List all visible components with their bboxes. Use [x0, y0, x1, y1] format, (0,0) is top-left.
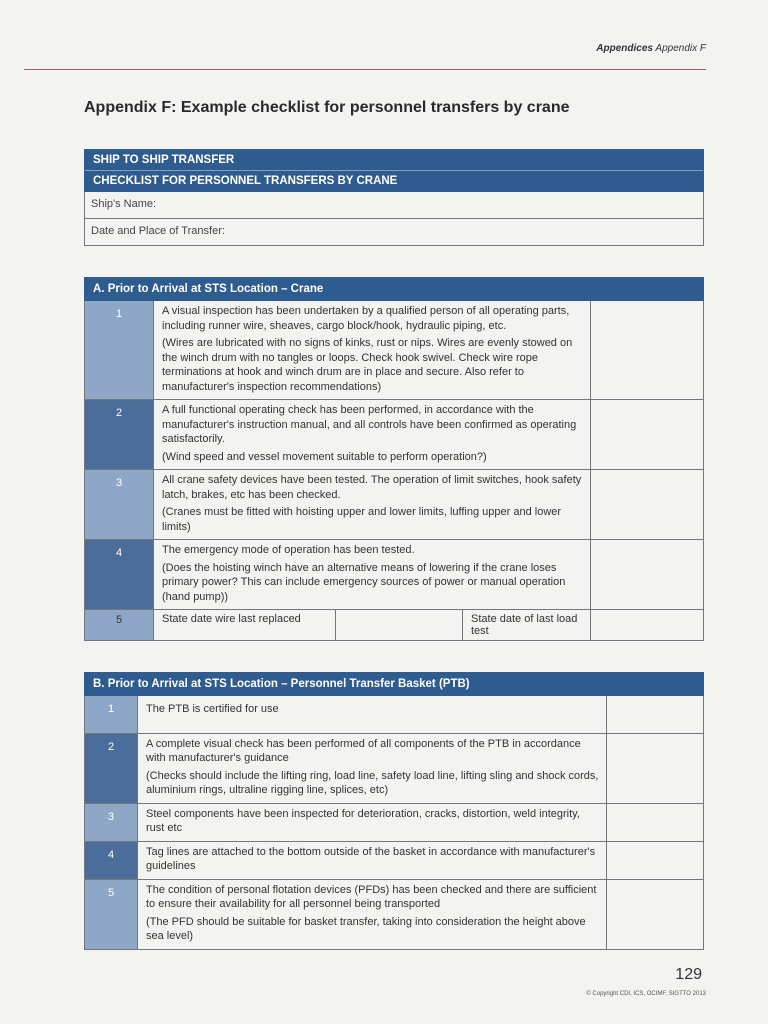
section-a-row — [85, 540, 704, 610]
item-text-cell — [154, 400, 591, 470]
wire-replaced-label: State date wire last replaced — [154, 610, 336, 641]
section-b-title: B. Prior to Arrival at STS Location – Personnel Transfer Basket (PTB) — [85, 673, 704, 696]
page-number: 129 — [675, 966, 702, 983]
item-text: Tag lines are attached to the bottom outside of the basket in accordance with manufacturer's guidelines — [146, 845, 596, 872]
item-text: The condition of personal flotation devices (PFDs) has been checked and there are sufficient to ensure their availability for all personnel being transported — [146, 883, 597, 910]
item-text: The emergency mode of operation has been tested. — [162, 544, 415, 556]
item-number: 3 — [85, 803, 138, 841]
check-cell[interactable] — [607, 879, 704, 949]
item-note: (Cranes must be fitted with hoisting upper and lower limits, luffing upper and lower limits) — [162, 506, 562, 533]
item-text-cell — [154, 301, 591, 400]
check-cell[interactable] — [591, 301, 704, 400]
section-a-row — [85, 610, 704, 641]
item-note: (Wind speed and vessel movement suitable to perform operation?) — [162, 450, 487, 463]
item-text: All crane safety devices have been tested. The operation of limit switches, hook safety latch, brakes, etc has been checked. — [162, 474, 582, 501]
wire-replaced-date-field[interactable] — [336, 610, 463, 641]
item-text: A complete visual check has been performed of all components of the PTB in accordance with manufacturer's guidance — [146, 737, 581, 764]
item-note: (Checks should include the lifting ring, load line, safety load line, lifting sling and shock cords, aluminium rings, ultraline rigging line, splices, etc) — [146, 769, 599, 796]
section-b-row — [85, 733, 704, 803]
check-cell[interactable] — [607, 733, 704, 803]
running-head — [596, 43, 706, 54]
item-text-cell — [154, 540, 591, 610]
section-a-table — [84, 277, 704, 641]
item-text: Steel components have been inspected for deterioration, cracks, distortion, weld integrity, rust etc — [146, 807, 580, 834]
check-cell[interactable] — [591, 470, 704, 540]
section-a-row — [85, 470, 704, 540]
check-cell[interactable] — [591, 400, 704, 470]
item-number: 5 — [85, 610, 154, 641]
ship-info-table — [84, 149, 704, 246]
item-note: (The PFD should be suitable for basket transfer, taking into consideration the height above sea level) — [146, 915, 586, 942]
check-cell[interactable] — [591, 540, 704, 610]
item-text-cell — [138, 733, 607, 803]
item-number: 4 — [85, 540, 154, 610]
item-text-cell — [138, 879, 607, 949]
load-test-date-field[interactable] — [591, 610, 704, 641]
item-text-cell — [138, 841, 607, 879]
section-b-row — [85, 841, 704, 879]
item-number: 1 — [85, 301, 154, 400]
item-number: 4 — [85, 841, 138, 879]
item-text: A visual inspection has been undertaken by a qualified person of all operating parts, including runner wire, sheaves, cargo block/hook, hydraulic piping, etc. — [162, 305, 570, 332]
section-a-row — [85, 301, 704, 400]
section-a-row — [85, 400, 704, 470]
item-text-cell — [138, 803, 607, 841]
item-number: 2 — [85, 400, 154, 470]
item-text-cell — [154, 470, 591, 540]
item-note: (Does the hoisting winch have an alternative means of lowering if the crane loses primary power? This can include emergency sources of power or manual operation (hand pump)) — [162, 561, 566, 603]
section-b-row — [85, 803, 704, 841]
header-line-1: SHIP TO SHIP TRANSFER — [85, 150, 703, 171]
copyright-notice: © Copyright CDI, ICS, OCIMF, SIGTTO 2013 — [586, 991, 706, 997]
ship-name-field[interactable]: Ship's Name: — [85, 192, 704, 219]
section-a-title: A. Prior to Arrival at STS Location – Crane — [85, 278, 704, 301]
running-head-section: Appendices — [596, 43, 653, 54]
item-note: (Wires are lubricated with no signs of kinks, rust or nips. Wires are evenly stowed on the winch drum with no tangles or loops. Check hook swivel. Check wire rope terminations at hook and winch drum are in place and secure. Also refer to manufacturer's inspection recommendations) — [162, 337, 573, 393]
header-line-2: CHECKLIST FOR PERSONNEL TRANSFERS BY CRANE — [93, 175, 398, 187]
date-place-field[interactable]: Date and Place of Transfer: — [85, 219, 704, 246]
check-cell[interactable] — [607, 696, 704, 734]
item-text: A full functional operating check has been performed, in accordance with the manufacturer's instruction manual, and all controls have been confirmed as operating satisfactorily. — [162, 404, 577, 445]
section-b-row — [85, 696, 704, 734]
item-number: 1 — [85, 696, 138, 734]
ship-info-header — [85, 150, 704, 192]
item-number: 3 — [85, 470, 154, 540]
header-rule — [24, 69, 706, 70]
running-head-appendix: Appendix F — [655, 43, 706, 54]
check-cell[interactable] — [607, 803, 704, 841]
item-text: The PTB is certified for use — [146, 703, 279, 715]
section-b-row — [85, 879, 704, 949]
item-number: 5 — [85, 879, 138, 949]
page-title: Appendix F: Example checklist for personnel transfers by crane — [84, 99, 570, 116]
item-number: 2 — [85, 733, 138, 803]
item-text-cell — [138, 696, 607, 734]
load-test-label: State date of last load test — [463, 610, 591, 641]
section-b-table — [84, 672, 704, 950]
check-cell[interactable] — [607, 841, 704, 879]
